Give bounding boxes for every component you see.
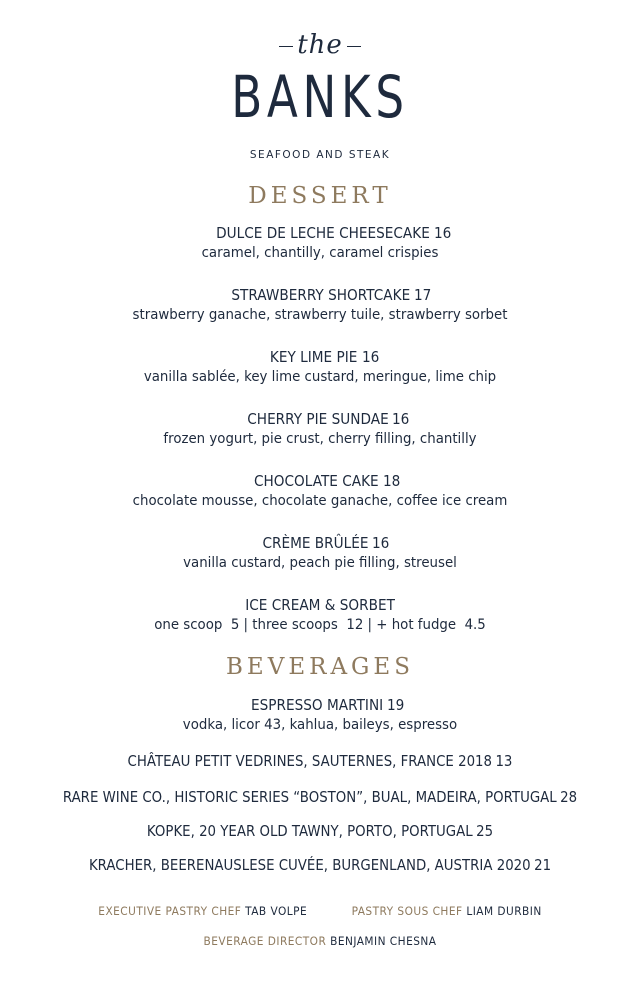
logo-banks: BANKS	[231, 63, 409, 131]
item-name: RARE WINE CO., HISTORIC SERIES “BOSTON”, BUAL, MADEIRA, PORTUGAL	[62, 788, 557, 806]
item-name: ICE CREAM & SORBET	[245, 596, 395, 614]
item-name: KOPKE, 20 YEAR OLD TAWNY, PORTO, PORTUGAL	[146, 822, 473, 840]
item-name: DULCE DE LECHE CHEESECAKE	[215, 224, 430, 242]
credits-beverage	[26, 934, 615, 948]
beverages-title: BEVERAGES	[226, 654, 414, 680]
beverage-item	[45, 751, 595, 771]
item-name: ESPRESSO MARTINI	[251, 696, 384, 714]
credits-pastry	[26, 904, 615, 918]
item-description: caramel, chantilly, caramel crispies	[201, 245, 439, 261]
dessert-title: DESSERT	[248, 183, 392, 209]
dessert-item	[0, 285, 640, 325]
item-name: CHÂTEAU PETIT VEDRINES, SAUTERNES, FRANCE 2018	[127, 752, 493, 770]
item-name: CRÈME BRÛLÉE	[262, 534, 369, 552]
beverage-item	[45, 787, 595, 807]
item-price: 28	[560, 788, 578, 806]
credit-role: PASTRY SOUS CHEF	[351, 904, 463, 918]
logo-tagline: SEAFOOD AND STEAK	[249, 149, 391, 161]
item-description: chocolate mousse, chocolate ganache, coffee ice cream	[132, 493, 508, 509]
dessert-item	[0, 409, 640, 449]
dessert-item	[0, 533, 640, 573]
item-name: CHOCOLATE CAKE	[254, 472, 379, 490]
dessert-item	[0, 347, 640, 387]
item-price: 19	[387, 696, 405, 714]
item-description: vanilla custard, peach pie filling, streusel	[183, 555, 457, 571]
logo-the: the	[0, 30, 640, 60]
item-description: frozen yogurt, pie crust, cherry filling, chantilly	[163, 431, 477, 447]
dessert-item	[0, 471, 640, 511]
credit-role: EXECUTIVE PASTRY CHEF	[98, 904, 242, 918]
item-description: vanilla sablée, key lime custard, meringue, lime chip	[143, 369, 497, 385]
credit-role: BEVERAGE DIRECTOR	[203, 934, 327, 948]
credit-name: BENJAMIN CHESNA	[330, 934, 437, 948]
item-description: one scoop 5 | three scoops 12 | + hot fudge 4.5	[154, 617, 486, 633]
beverage-item	[45, 855, 595, 875]
item-description: vodka, licor 43, kahlua, baileys, espresso	[182, 717, 458, 733]
item-description: strawberry ganache, strawberry tuile, strawberry sorbet	[132, 307, 508, 323]
credit-name: TAB VOLPE	[245, 904, 308, 918]
dessert-item	[0, 223, 640, 263]
item-name: KRACHER, BEERENAUSLESE CUVÉE, BURGENLAND, AUSTRIA 2020	[88, 856, 531, 874]
beverage-item	[45, 821, 595, 841]
item-price: 18	[382, 472, 401, 490]
item-price: 16	[392, 410, 410, 428]
item-price: 16	[433, 224, 451, 242]
item-price: 13	[495, 752, 513, 770]
beverage-item-featured	[0, 695, 640, 735]
item-name: KEY LIME PIE	[270, 348, 358, 366]
item-price: 17	[413, 286, 432, 304]
dessert-item	[0, 595, 640, 635]
item-name: STRAWBERRY SHORTCAKE	[230, 286, 410, 304]
item-price: 16	[372, 534, 390, 552]
item-price: 21	[534, 856, 552, 874]
item-price: 25	[476, 822, 494, 840]
item-price: 16	[361, 348, 380, 366]
credit-name: LIAM DURBIN	[466, 904, 542, 918]
item-name: CHERRY PIE SUNDAE	[247, 410, 389, 428]
